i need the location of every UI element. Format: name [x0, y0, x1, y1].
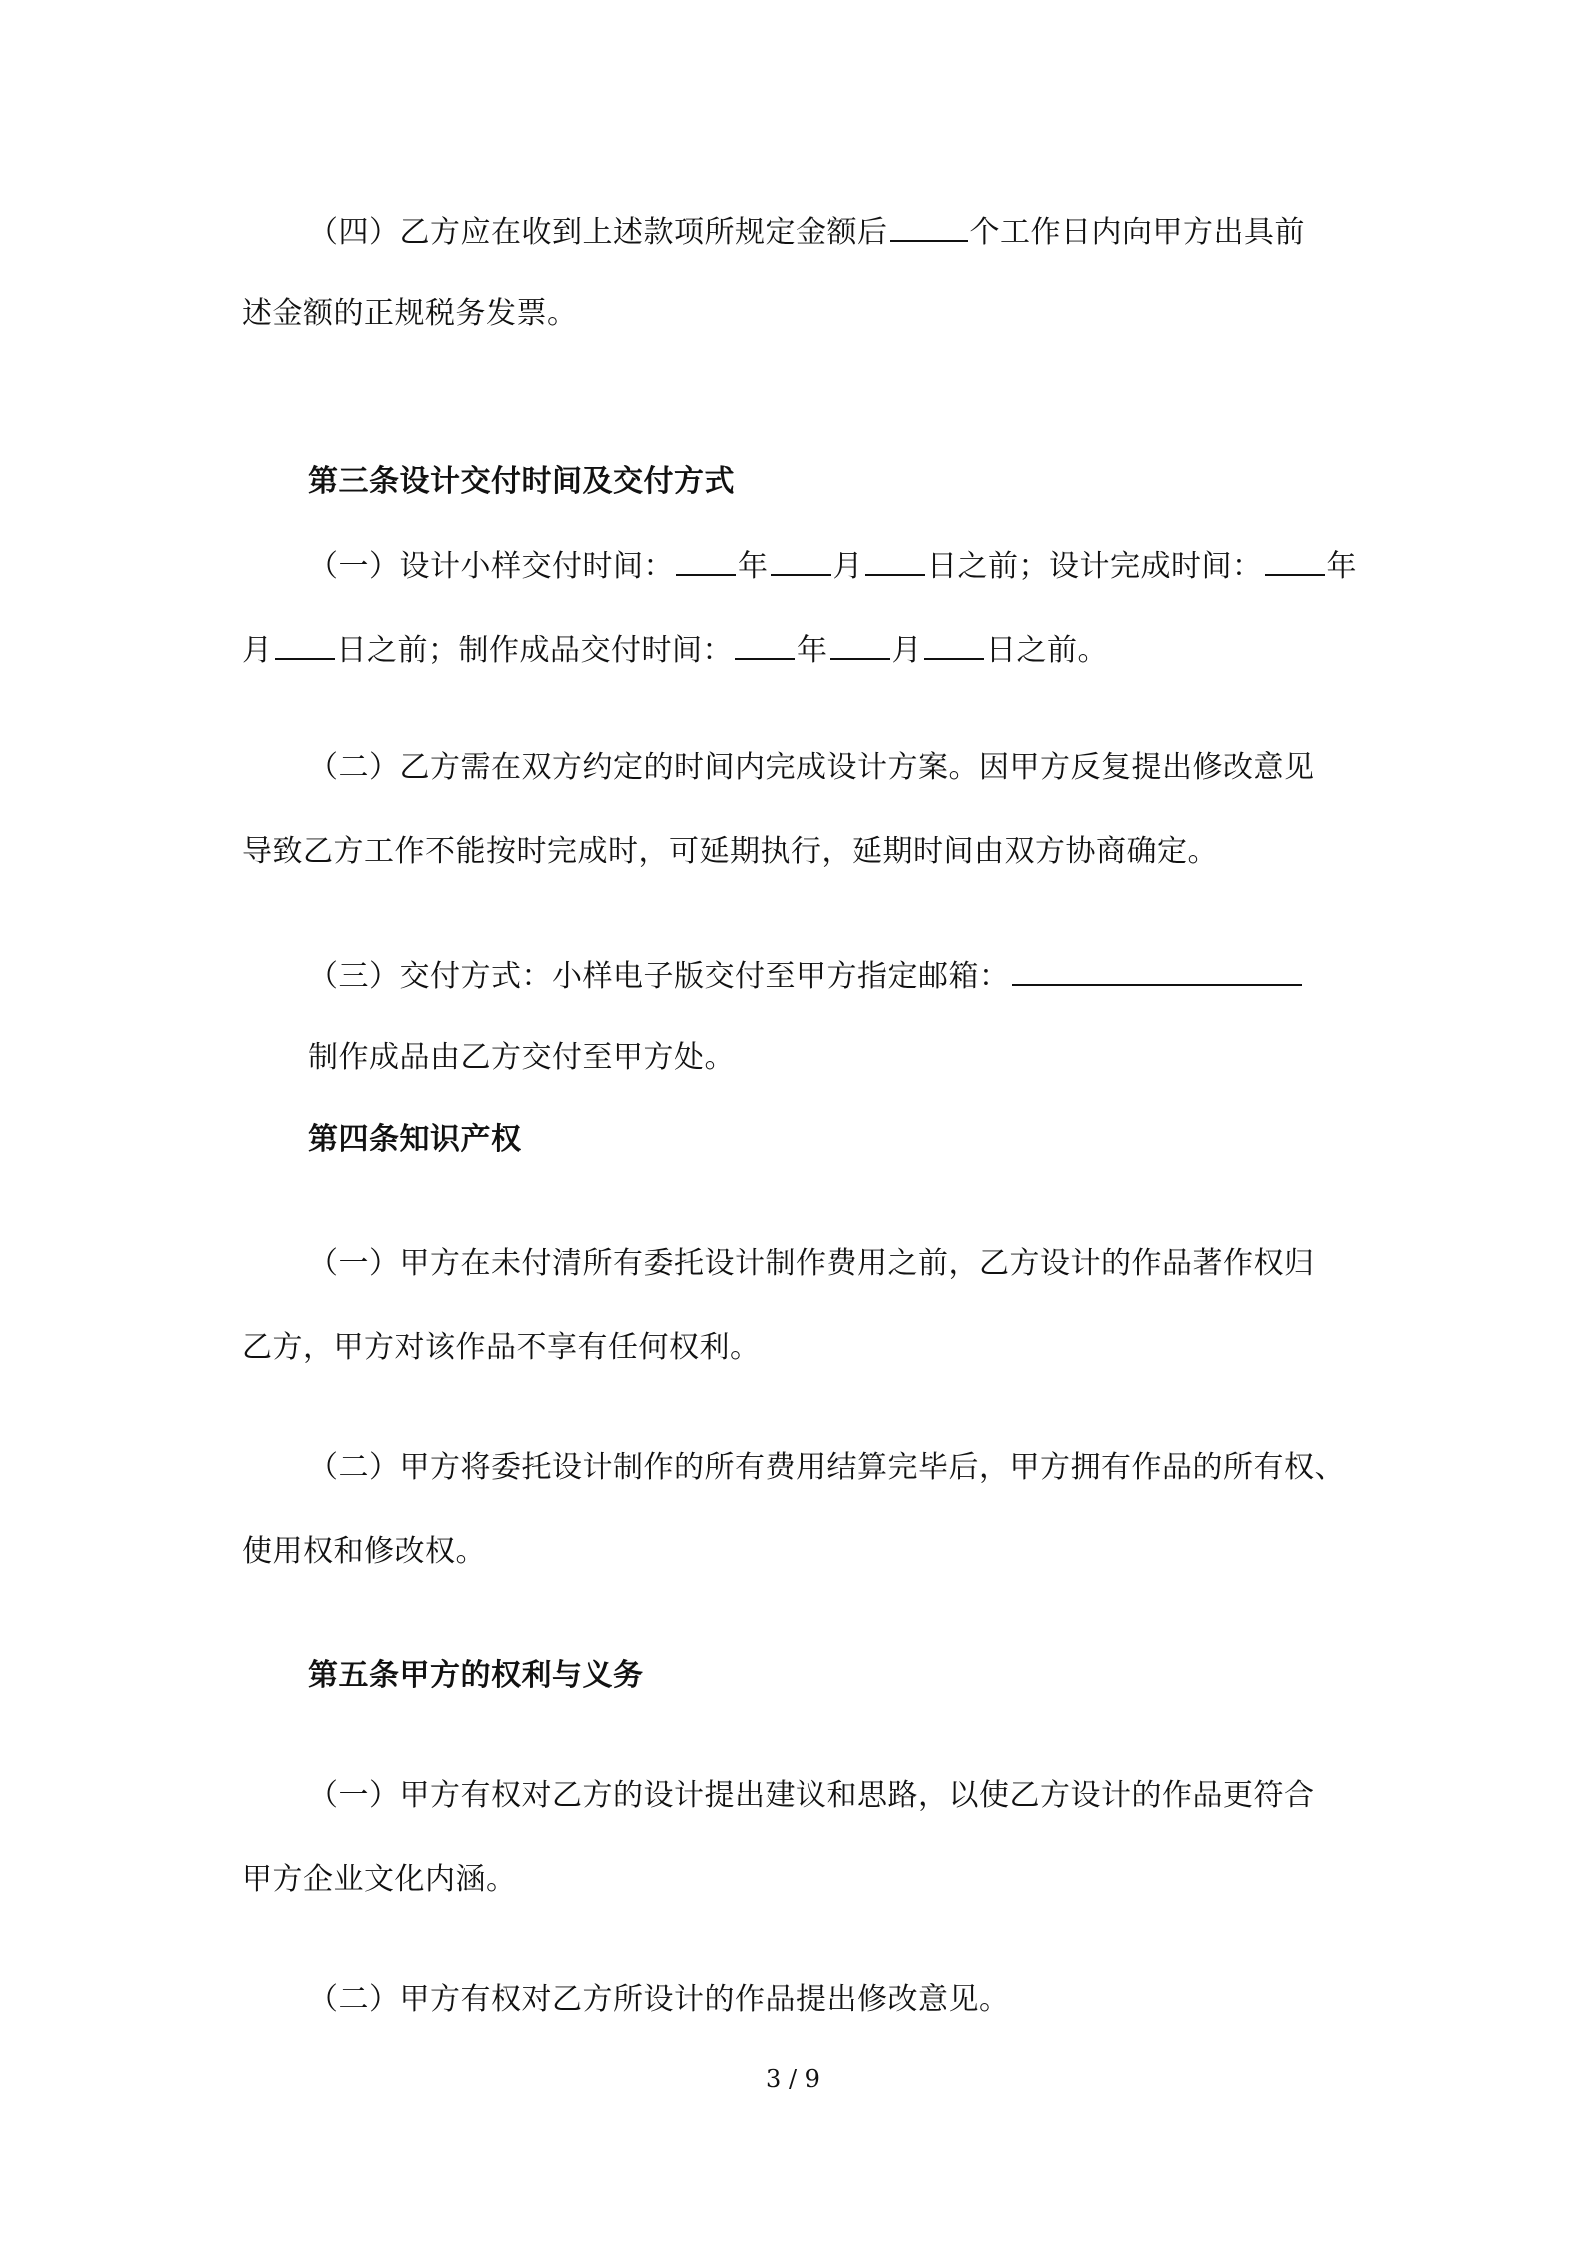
paragraph-line	[308, 544, 1357, 587]
paragraph-text: 日之前；制作成品交付时间：	[336, 633, 733, 668]
paragraph-text: 个工作日内向甲方出具前	[969, 215, 1305, 250]
section-heading: 第四条知识产权	[308, 1122, 522, 1157]
paragraph-line: 制作成品由乙方交付至甲方处。	[308, 1040, 735, 1075]
paragraph-line	[308, 954, 1304, 997]
section-heading: 第五条甲方的权利与义务	[308, 1658, 644, 1693]
blank-field	[771, 544, 831, 576]
date-unit-label: 年	[738, 549, 769, 584]
paragraph-line: 乙方，甲方对该作品不享有任何权利。	[242, 1330, 761, 1365]
paragraph-text: 日之前。	[986, 633, 1108, 668]
paragraph-line: （二）乙方需在双方约定的时间内完成设计方案。因甲方反复提出修改意见	[308, 750, 1315, 785]
blank-field	[865, 544, 925, 576]
blank-field	[676, 544, 736, 576]
blank-field	[275, 628, 335, 660]
paragraph-line: （二）甲方有权对乙方所设计的作品提出修改意见。	[308, 1982, 1010, 2017]
paragraph-line: 使用权和修改权。	[242, 1534, 486, 1569]
blank-field	[830, 628, 890, 660]
page-number: 3 / 9	[766, 2065, 820, 2093]
section-heading: 第三条设计交付时间及交付方式	[308, 464, 735, 499]
paragraph-line: （一）甲方在未付清所有委托设计制作费用之前，乙方设计的作品著作权归	[308, 1246, 1315, 1281]
blank-field	[1265, 544, 1325, 576]
blank-field	[735, 628, 795, 660]
paragraph-text: （四）乙方应在收到上述款项所规定金额后	[308, 215, 888, 250]
date-unit-label: 年	[1326, 549, 1357, 584]
paragraph-line: （二）甲方将委托设计制作的所有费用结算完毕后，甲方拥有作品的所有权、	[308, 1450, 1345, 1485]
paragraph-text: （一）设计小样交付时间：	[308, 549, 674, 584]
paragraph-line: 导致乙方工作不能按时完成时，可延期执行，延期时间由双方协商确定。	[242, 834, 1218, 869]
email-blank-field	[1012, 954, 1302, 986]
date-unit-label: 月	[891, 633, 922, 668]
paragraph-line	[308, 210, 1305, 253]
paragraph-line: （一）甲方有权对乙方的设计提出建议和思路，以使乙方设计的作品更符合	[308, 1778, 1315, 1813]
paragraph-text: （三）交付方式：小样电子版交付至甲方指定邮箱：	[308, 959, 1010, 994]
paragraph-line	[242, 294, 578, 334]
paragraph-line	[242, 628, 1108, 671]
date-unit-label: 月	[832, 549, 863, 584]
date-unit-label: 月	[242, 633, 273, 668]
paragraph-text: 述金额的正规税务发票。	[242, 296, 578, 331]
blank-field	[924, 628, 984, 660]
blank-field	[890, 210, 968, 242]
date-unit-label: 年	[797, 633, 828, 668]
paragraph-text: 日之前；设计完成时间：	[927, 549, 1263, 584]
paragraph-line: 甲方企业文化内涵。	[242, 1862, 517, 1897]
